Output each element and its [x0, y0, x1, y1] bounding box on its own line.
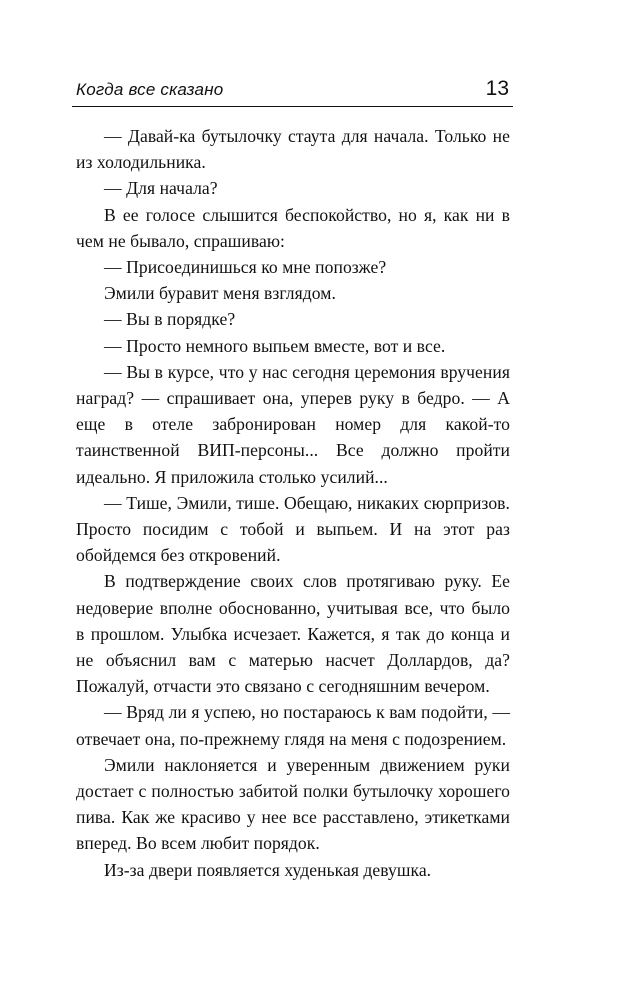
paragraph: Эмили наклоняется и уверенным движением руки достает с полностью забитой полки бутылочку хорошего пива. Как же красиво у нее все расставлено, этикетками вперед. Во всем любит порядок.: [76, 754, 510, 854]
paragraph: — Вы в курсе, что у нас сегодня церемония вручения наград? — спрашивает она, уперев руку в бедро. — А еще в отеле забронирован номер для какой-то таинственной ВИП-персоны... Все должно пройти идеально. Я приложила столько усилий...: [76, 361, 510, 487]
paragraph: — Тише, Эмили, тише. Обещаю, никаких сюрпризов. Просто посидим с тобой и выпьем. И на этот раз обойдемся без откровений.: [76, 492, 510, 566]
paragraph: — Присоединишься ко мне попозже?: [104, 257, 387, 278]
running-title: Когда все сказано: [76, 80, 224, 99]
paragraph: Эмили буравит меня взглядом.: [104, 283, 336, 304]
paragraph: Из-за двери появляется худенькая девушка.: [104, 859, 432, 880]
paragraph: В ее голосе слышится беспокойство, но я, как ни в чем не бывало, спрашиваю:: [76, 204, 510, 251]
paragraph: В подтверждение своих слов протягиваю руку. Ее недоверие вполне обоснованно, учитывая все, что было в прошлом. Улыбка исчезает. Кажется, я так до конца и не объяснил вам с матерью насчет Доллардов, да? Пожалуй, отчасти это связано с сегодняшним вечером.: [76, 571, 510, 697]
running-header: [72, 78, 513, 107]
text-body: [76, 123, 510, 883]
paragraph: — Вряд ли я успею, но постараюсь к вам подойти, — отвечает она, по-прежнему глядя на меня с подозрением.: [76, 702, 510, 749]
paragraph: — Вы в порядке?: [104, 309, 236, 330]
paragraph: — Для начала?: [104, 178, 218, 199]
page-number: 13: [485, 77, 509, 100]
paragraph: — Просто немного выпьем вместе, вот и все.: [104, 335, 446, 356]
paragraph: — Давай-ка бутылочку стаута для начала. Только не из холодильника.: [76, 126, 510, 173]
